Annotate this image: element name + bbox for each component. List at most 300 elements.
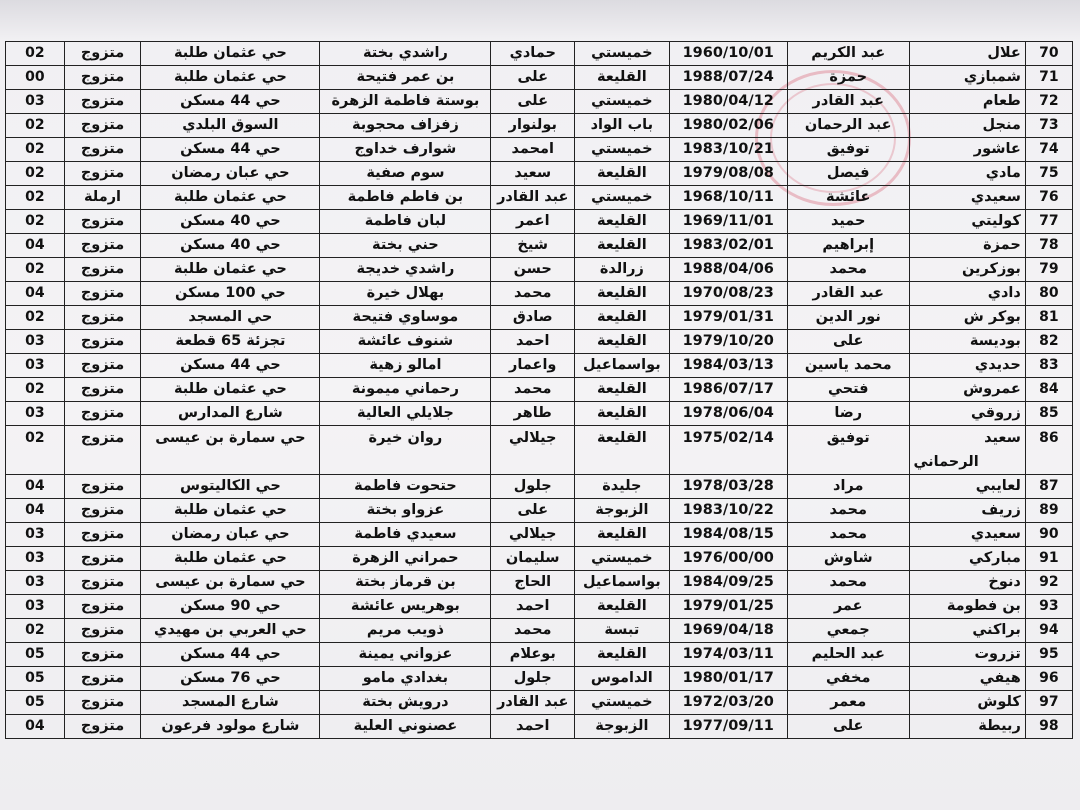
mother-name-cell: رحماني ميمونة — [320, 378, 491, 402]
mother-name-cell: بن قرماز بختة — [320, 571, 491, 595]
first-name-cell: إبراهيم — [787, 234, 909, 258]
family-name-cell: علال — [909, 42, 1025, 66]
mother-name-cell: حمراني الزهرة — [320, 547, 491, 571]
address-cell: حي 44 مسكن — [141, 90, 320, 114]
table-row — [6, 210, 1073, 234]
first-name-cell: عبد الكريم — [787, 42, 909, 66]
father-name-cell: بوعلام — [491, 643, 575, 667]
father-name-cell: محمد — [491, 619, 575, 643]
first-name-cell: مراد — [787, 475, 909, 499]
marital-status-cell: متزوج — [64, 138, 141, 162]
first-name-cell: جمعي — [787, 619, 909, 643]
row-number-cell: 87 — [1025, 475, 1072, 499]
children-count-cell: 02 — [6, 114, 65, 138]
children-count-cell: 03 — [6, 595, 65, 619]
birth-date-cell: 1984/03/13 — [669, 354, 787, 378]
row-number-cell: 74 — [1025, 138, 1072, 162]
father-name-cell: شيخ — [491, 234, 575, 258]
marital-status-cell: متزوج — [64, 234, 141, 258]
table-row — [6, 547, 1073, 571]
birth-place-cell: خميستي — [575, 90, 669, 114]
father-name-cell: على — [491, 66, 575, 90]
father-name-cell: الحاج — [491, 571, 575, 595]
table-row — [6, 186, 1073, 210]
birth-date-cell: 1977/09/11 — [669, 715, 787, 739]
children-count-cell: 02 — [6, 306, 65, 330]
family-name-cell: هيفي — [909, 667, 1025, 691]
table-row — [6, 667, 1073, 691]
row-number-cell: 71 — [1025, 66, 1072, 90]
row-number-cell: 80 — [1025, 282, 1072, 306]
birth-place-cell: القليعة — [575, 234, 669, 258]
birth-date-cell: 1975/02/14 — [669, 426, 787, 475]
row-number-cell: 98 — [1025, 715, 1072, 739]
address-cell: حي عثمان طلبة — [141, 378, 320, 402]
mother-name-cell: زفزاف محجوبة — [320, 114, 491, 138]
address-cell: حي 44 مسكن — [141, 138, 320, 162]
birth-date-cell: 1983/10/22 — [669, 499, 787, 523]
family-name-cell: شمبازي — [909, 66, 1025, 90]
children-count-cell: 02 — [6, 378, 65, 402]
address-cell: حي 44 مسكن — [141, 643, 320, 667]
children-count-cell: 05 — [6, 667, 65, 691]
family-name-cell: زروقي — [909, 402, 1025, 426]
father-name-cell: حسن — [491, 258, 575, 282]
table-row — [6, 691, 1073, 715]
row-number-cell: 89 — [1025, 499, 1072, 523]
family-name-cell: حديدي — [909, 354, 1025, 378]
family-name-cell: كلوش — [909, 691, 1025, 715]
first-name-cell: محمد ياسين — [787, 354, 909, 378]
table-row — [6, 715, 1073, 739]
address-cell: حي 44 مسكن — [141, 354, 320, 378]
birth-place-cell: القليعة — [575, 66, 669, 90]
birth-date-cell: 1969/11/01 — [669, 210, 787, 234]
father-name-cell: عبد القادر — [491, 186, 575, 210]
children-count-cell: 05 — [6, 691, 65, 715]
family-name-cell: عمروش — [909, 378, 1025, 402]
birth-place-cell: تبسة — [575, 619, 669, 643]
marital-status-cell: متزوج — [64, 547, 141, 571]
address-cell: حي العربي بن مهيدي — [141, 619, 320, 643]
mother-name-cell: بوهريس عائشة — [320, 595, 491, 619]
first-name-cell: فيصل — [787, 162, 909, 186]
children-count-cell: 04 — [6, 499, 65, 523]
marital-status-cell: متزوج — [64, 378, 141, 402]
first-name-cell: عبد القادر — [787, 90, 909, 114]
first-name-cell: عبد القادر — [787, 282, 909, 306]
mother-name-cell: عزواني يمينة — [320, 643, 491, 667]
table-row — [6, 90, 1073, 114]
address-cell: حي عثمان طلبة — [141, 66, 320, 90]
mother-name-cell: بوستة فاطمة الزهرة — [320, 90, 491, 114]
family-name-line1: سعيد — [984, 430, 1021, 446]
table-row — [6, 306, 1073, 330]
row-number-cell: 97 — [1025, 691, 1072, 715]
father-name-cell: طاهر — [491, 402, 575, 426]
mother-name-cell: بهلال خيرة — [320, 282, 491, 306]
birth-date-cell: 1979/01/31 — [669, 306, 787, 330]
address-cell: حي سمارة بن عيسى — [141, 426, 320, 475]
family-name-cell — [909, 426, 1025, 475]
father-name-cell: امحمد — [491, 138, 575, 162]
family-name-cell: لعايبي — [909, 475, 1025, 499]
table-row — [6, 402, 1073, 426]
birth-date-cell: 1979/01/25 — [669, 595, 787, 619]
children-count-cell: 02 — [6, 138, 65, 162]
marital-status-cell: متزوج — [64, 643, 141, 667]
family-name-cell: بوزكرين — [909, 258, 1025, 282]
family-name-cell: منجل — [909, 114, 1025, 138]
father-name-cell: محمد — [491, 378, 575, 402]
children-count-cell: 02 — [6, 426, 65, 475]
row-number-cell: 85 — [1025, 402, 1072, 426]
birth-place-cell: القليعة — [575, 523, 669, 547]
children-count-cell: 03 — [6, 402, 65, 426]
row-number-cell: 92 — [1025, 571, 1072, 595]
father-name-cell: جلول — [491, 475, 575, 499]
row-number-cell: 86 — [1025, 426, 1072, 475]
row-number-cell: 82 — [1025, 330, 1072, 354]
birth-place-cell: خميستي — [575, 138, 669, 162]
row-number-cell: 77 — [1025, 210, 1072, 234]
first-name-cell: محمد — [787, 499, 909, 523]
table-row — [6, 162, 1073, 186]
row-number-cell: 95 — [1025, 643, 1072, 667]
father-name-cell: محمد — [491, 282, 575, 306]
address-cell: حي سمارة بن عيسى — [141, 571, 320, 595]
table-row — [6, 258, 1073, 282]
children-count-cell: 03 — [6, 523, 65, 547]
children-count-cell: 04 — [6, 234, 65, 258]
beneficiaries-table — [5, 41, 1073, 739]
mother-name-cell: شوارف خداوج — [320, 138, 491, 162]
family-name-cell: زريف — [909, 499, 1025, 523]
children-count-cell: 03 — [6, 90, 65, 114]
row-number-cell: 72 — [1025, 90, 1072, 114]
birth-date-cell: 1979/08/08 — [669, 162, 787, 186]
birth-place-cell: باب الواد — [575, 114, 669, 138]
mother-name-cell: سعيدي فاطمة — [320, 523, 491, 547]
marital-status-cell: متزوج — [64, 66, 141, 90]
row-number-cell: 78 — [1025, 234, 1072, 258]
row-number-cell: 73 — [1025, 114, 1072, 138]
table-row — [6, 354, 1073, 378]
family-name-cell: مادي — [909, 162, 1025, 186]
mother-name-cell: عزواو بختة — [320, 499, 491, 523]
address-cell: حي عبان رمضان — [141, 523, 320, 547]
first-name-cell: على — [787, 715, 909, 739]
marital-status-cell: متزوج — [64, 90, 141, 114]
marital-status-cell: متزوج — [64, 162, 141, 186]
table-row — [6, 595, 1073, 619]
row-number-cell: 96 — [1025, 667, 1072, 691]
father-name-cell: عبد القادر — [491, 691, 575, 715]
family-name-cell: ربيطة — [909, 715, 1025, 739]
address-cell: حي 40 مسكن — [141, 210, 320, 234]
mother-name-cell: درويش بختة — [320, 691, 491, 715]
address-cell: حي عثمان طلبة — [141, 258, 320, 282]
mother-name-cell: بن فاطم فاطمة — [320, 186, 491, 210]
marital-status-cell: متزوج — [64, 715, 141, 739]
first-name-cell: رضا — [787, 402, 909, 426]
father-name-cell: واعمار — [491, 354, 575, 378]
mother-name-cell: راشدي بختة — [320, 42, 491, 66]
father-name-cell: على — [491, 499, 575, 523]
table-row — [6, 66, 1073, 90]
first-name-cell: توفيق — [787, 138, 909, 162]
marital-status-cell: متزوج — [64, 42, 141, 66]
row-number-cell: 79 — [1025, 258, 1072, 282]
family-name-cell: كوليتي — [909, 210, 1025, 234]
birth-place-cell: الداموس — [575, 667, 669, 691]
birth-place-cell: القليعة — [575, 643, 669, 667]
table-body — [6, 42, 1073, 739]
birth-date-cell: 1979/10/20 — [669, 330, 787, 354]
children-count-cell: 02 — [6, 186, 65, 210]
birth-place-cell: القليعة — [575, 378, 669, 402]
birth-place-cell: القليعة — [575, 330, 669, 354]
family-name-cell: حمزة — [909, 234, 1025, 258]
father-name-cell: صادق — [491, 306, 575, 330]
children-count-cell: 02 — [6, 162, 65, 186]
mother-name-cell: بغدادي مامو — [320, 667, 491, 691]
first-name-cell: حميد — [787, 210, 909, 234]
marital-status-cell: متزوج — [64, 330, 141, 354]
mother-name-cell: لبان فاطمة — [320, 210, 491, 234]
birth-place-cell: القليعة — [575, 306, 669, 330]
first-name-cell: عمر — [787, 595, 909, 619]
address-cell: شارع المسجد — [141, 691, 320, 715]
marital-status-cell: متزوج — [64, 402, 141, 426]
father-name-cell: على — [491, 90, 575, 114]
father-name-cell: بولنوار — [491, 114, 575, 138]
table-row — [6, 378, 1073, 402]
birth-place-cell: القليعة — [575, 595, 669, 619]
father-name-cell: احمد — [491, 715, 575, 739]
address-cell: السوق البلدي — [141, 114, 320, 138]
birth-date-cell: 1988/07/24 — [669, 66, 787, 90]
children-count-cell: 00 — [6, 66, 65, 90]
table-row — [6, 571, 1073, 595]
mother-name-cell: ذويب مريم — [320, 619, 491, 643]
father-name-cell: اعمر — [491, 210, 575, 234]
marital-status-cell: متزوج — [64, 114, 141, 138]
family-name-cell: دادي — [909, 282, 1025, 306]
table-row — [6, 475, 1073, 499]
address-cell: حي 90 مسكن — [141, 595, 320, 619]
table-row — [6, 643, 1073, 667]
birth-place-cell: الزبوجة — [575, 499, 669, 523]
mother-name-cell: روان خيرة — [320, 426, 491, 475]
children-count-cell: 04 — [6, 715, 65, 739]
children-count-cell: 02 — [6, 210, 65, 234]
birth-place-cell: القليعة — [575, 426, 669, 475]
birth-date-cell: 1980/02/06 — [669, 114, 787, 138]
family-name-cell: بوكر ش — [909, 306, 1025, 330]
table-row — [6, 426, 1073, 475]
table-row — [6, 619, 1073, 643]
birth-date-cell: 1960/10/01 — [669, 42, 787, 66]
children-count-cell: 03 — [6, 330, 65, 354]
birth-place-cell: خميستي — [575, 186, 669, 210]
marital-status-cell: متزوج — [64, 571, 141, 595]
mother-name-cell: بن عمر فتيحة — [320, 66, 491, 90]
father-name-cell: سعيد — [491, 162, 575, 186]
father-name-cell: احمد — [491, 330, 575, 354]
children-count-cell: 02 — [6, 258, 65, 282]
address-cell: شارع مولود فرعون — [141, 715, 320, 739]
address-cell: حي 40 مسكن — [141, 234, 320, 258]
mother-name-cell: عصنوني العلية — [320, 715, 491, 739]
first-name-cell: نور الدين — [787, 306, 909, 330]
mother-name-cell: جلايلي العالية — [320, 402, 491, 426]
first-name-cell: عائشة — [787, 186, 909, 210]
family-name-cell: براكني — [909, 619, 1025, 643]
birth-date-cell: 1986/07/17 — [669, 378, 787, 402]
father-name-cell: جيلالي — [491, 523, 575, 547]
address-cell: حي عبان رمضان — [141, 162, 320, 186]
marital-status-cell: متزوج — [64, 619, 141, 643]
marital-status-cell: متزوج — [64, 523, 141, 547]
family-name-cell: دنوخ — [909, 571, 1025, 595]
first-name-cell: محمد — [787, 571, 909, 595]
birth-place-cell: خميستي — [575, 547, 669, 571]
table-row — [6, 42, 1073, 66]
marital-status-cell: متزوج — [64, 258, 141, 282]
birth-place-cell: بواسماعيل — [575, 354, 669, 378]
marital-status-cell: متزوج — [64, 282, 141, 306]
mother-name-cell: شنوف عائشة — [320, 330, 491, 354]
father-name-cell: احمد — [491, 595, 575, 619]
address-cell: تجزئة 65 قطعة — [141, 330, 320, 354]
birth-place-cell: خميستي — [575, 42, 669, 66]
table-row — [6, 138, 1073, 162]
first-name-cell: معمر — [787, 691, 909, 715]
birth-place-cell: القليعة — [575, 282, 669, 306]
table-row — [6, 114, 1073, 138]
first-name-cell: محمد — [787, 523, 909, 547]
birth-date-cell: 1974/03/11 — [669, 643, 787, 667]
mother-name-cell: سوم صفية — [320, 162, 491, 186]
address-cell: حي 76 مسكن — [141, 667, 320, 691]
children-count-cell: 03 — [6, 354, 65, 378]
birth-date-cell: 1972/03/20 — [669, 691, 787, 715]
row-number-cell: 84 — [1025, 378, 1072, 402]
children-count-cell: 04 — [6, 282, 65, 306]
address-cell: حي 100 مسكن — [141, 282, 320, 306]
row-number-cell: 93 — [1025, 595, 1072, 619]
address-cell: شارع المدارس — [141, 402, 320, 426]
table-row — [6, 523, 1073, 547]
row-number-cell: 94 — [1025, 619, 1072, 643]
row-number-cell: 76 — [1025, 186, 1072, 210]
birth-place-cell: القليعة — [575, 210, 669, 234]
address-cell: حي عثمان طلبة — [141, 547, 320, 571]
birth-date-cell: 1983/10/21 — [669, 138, 787, 162]
birth-date-cell: 1968/10/11 — [669, 186, 787, 210]
father-name-cell: سليمان — [491, 547, 575, 571]
first-name-cell: حمزة — [787, 66, 909, 90]
birth-place-cell: خميستي — [575, 691, 669, 715]
birth-place-cell: الزبوجة — [575, 715, 669, 739]
family-name-cell: سعيدي — [909, 186, 1025, 210]
row-number-cell: 90 — [1025, 523, 1072, 547]
birth-date-cell: 1980/04/12 — [669, 90, 787, 114]
row-number-cell: 75 — [1025, 162, 1072, 186]
birth-date-cell: 1988/04/06 — [669, 258, 787, 282]
family-name-cell: سعيدي — [909, 523, 1025, 547]
birth-date-cell: 1978/06/04 — [669, 402, 787, 426]
row-number-cell: 91 — [1025, 547, 1072, 571]
address-cell: حي الكاليتوس — [141, 475, 320, 499]
birth-date-cell: 1969/04/18 — [669, 619, 787, 643]
marital-status-cell: متزوج — [64, 426, 141, 475]
marital-status-cell: متزوج — [64, 475, 141, 499]
address-cell: حي المسجد — [141, 306, 320, 330]
family-name-cell: بن فطومة — [909, 595, 1025, 619]
address-cell: حي عثمان طلبة — [141, 186, 320, 210]
marital-status-cell: متزوج — [64, 306, 141, 330]
first-name-cell: عبد الحليم — [787, 643, 909, 667]
first-name-cell: على — [787, 330, 909, 354]
mother-name-cell: امالو زهية — [320, 354, 491, 378]
birth-place-cell: بواسماعيل — [575, 571, 669, 595]
table-row — [6, 282, 1073, 306]
mother-name-cell: موساوي فتيحة — [320, 306, 491, 330]
first-name-cell: عبد الرحمان — [787, 114, 909, 138]
marital-status-cell: متزوج — [64, 667, 141, 691]
father-name-cell: جلول — [491, 667, 575, 691]
address-cell: حي عثمان طلبة — [141, 42, 320, 66]
family-name-line2: الرحماني — [913, 454, 979, 470]
birth-place-cell: جليدة — [575, 475, 669, 499]
family-name-cell: تزروت — [909, 643, 1025, 667]
row-number-cell: 70 — [1025, 42, 1072, 66]
table-row — [6, 499, 1073, 523]
children-count-cell: 03 — [6, 547, 65, 571]
marital-status-cell: متزوج — [64, 595, 141, 619]
row-number-cell: 81 — [1025, 306, 1072, 330]
children-count-cell: 05 — [6, 643, 65, 667]
mother-name-cell: حتحوت فاطمة — [320, 475, 491, 499]
first-name-cell: توفيق — [787, 426, 909, 475]
children-count-cell: 02 — [6, 42, 65, 66]
children-count-cell: 02 — [6, 619, 65, 643]
table-row — [6, 330, 1073, 354]
father-name-cell: حمادي — [491, 42, 575, 66]
birth-date-cell: 1983/02/01 — [669, 234, 787, 258]
birth-place-cell: القليعة — [575, 402, 669, 426]
address-cell: حي عثمان طلبة — [141, 499, 320, 523]
birth-place-cell: زرالدة — [575, 258, 669, 282]
children-count-cell: 03 — [6, 571, 65, 595]
mother-name-cell: راشدي خديجة — [320, 258, 491, 282]
first-name-cell: مخفي — [787, 667, 909, 691]
family-name-cell: طعام — [909, 90, 1025, 114]
first-name-cell: شاوش — [787, 547, 909, 571]
family-name-cell: عاشور — [909, 138, 1025, 162]
marital-status-cell: متزوج — [64, 210, 141, 234]
marital-status-cell: متزوج — [64, 354, 141, 378]
table-row — [6, 234, 1073, 258]
first-name-cell: فتحي — [787, 378, 909, 402]
birth-date-cell: 1976/00/00 — [669, 547, 787, 571]
marital-status-cell: ارملة — [64, 186, 141, 210]
father-name-cell: جيلالي — [491, 426, 575, 475]
row-number-cell: 83 — [1025, 354, 1072, 378]
first-name-cell: محمد — [787, 258, 909, 282]
